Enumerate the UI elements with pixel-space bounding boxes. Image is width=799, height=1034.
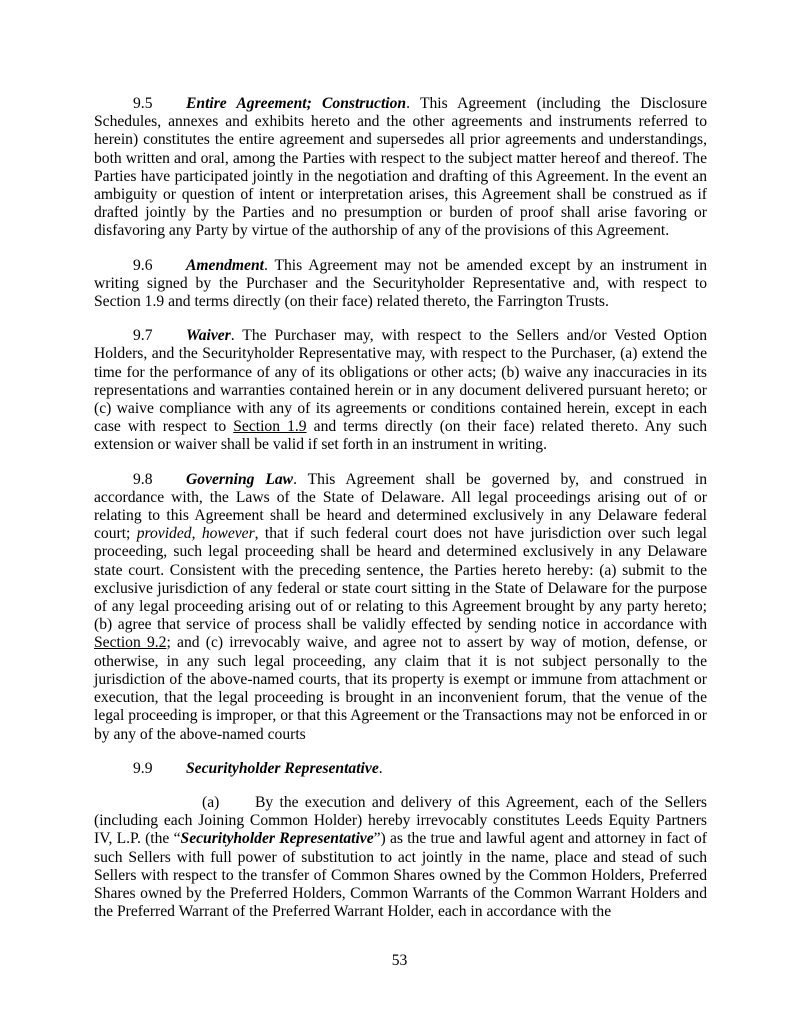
section-text: By the execution and delivery of this Agreement, each of the Sellers (including each Joining Common Holder) hereby irrevocably constitutes Leeds Equity Partners IV, L.P. (the “ <box>94 793 707 848</box>
subsection-number: (a) <box>202 793 220 811</box>
section-number: 9.8 <box>133 470 153 488</box>
section-text: , <box>191 525 202 543</box>
section-text: ; and (c) irrevocably waive, and agree not to assert by way of motion, defense, or otherwise, in any such legal proceeding, any claim that it is not subject personally to the jurisdiction of the above-named courts, that its property is exempt or immune from attachment or execution, that the legal proceeding is brought in an inconvenient forum, that the venue of the legal proceeding is improper, or that this Agreement or the Transactions may not be enforced in or by any of the above-named courts <box>94 634 707 743</box>
section-9-9-a <box>94 794 707 921</box>
section-heading: Waiver <box>186 327 231 345</box>
section-heading: Entire Agreement; Construction <box>186 95 407 112</box>
section-heading: Governing Law <box>186 470 294 488</box>
section-number: 9.9 <box>133 759 153 777</box>
section-9-7 <box>94 327 707 454</box>
section-text: . This Agreement shall be governed by, and construed in accordance with, the Laws of the State of Delaware. All legal proceedings arising out of or relating to this Agreement shall be heard and determined exclusively in any Delaware federal court; <box>94 470 707 543</box>
section-text: . This Agreement may not be amended except by an instrument in writing signed by the Purchaser and the Securityholder Representative and, with respect to Section 1.9 and terms directly (on their face) related thereto, the Farrington Trusts. <box>94 256 707 311</box>
section-reference-link[interactable]: Section 9.2 <box>94 634 167 652</box>
section-number: 9.5 <box>133 95 153 112</box>
section-number: 9.6 <box>133 256 153 274</box>
section-text: and terms directly (on their face) related thereto. Any such extension or waiver shall be valid if set forth in an instrument in writing. <box>94 418 707 454</box>
section-text: . This Agreement (including the Disclosure Schedules, annexes and exhibits hereto and the other agreements and instruments referred to herein) constitutes the entire agreement and supersedes all prior agreements and understandings, both written and oral, among the Parties with respect to the subject matter hereof and thereof. The Parties have participated jointly in the negotiation and drafting of this Agreement. In the event an ambiguity or question of intent or interpretation arises, this Agreement shall be construed as if drafted jointly by the Parties and no presumption or burden of proof shall arise favoring or disfavoring any Party by virtue of the authorship of any of the provisions of this Agreement. <box>94 95 708 240</box>
defined-term: Securityholder Representative <box>180 830 374 848</box>
section-text: . <box>378 759 383 777</box>
italic-term: provided <box>136 525 192 543</box>
section-heading: Securityholder Representative <box>186 759 379 777</box>
section-reference-link[interactable]: Section 1.9 <box>233 418 307 436</box>
page-number: 53 <box>391 952 408 969</box>
section-text: . The Purchaser may, with respect to the Sellers and/or Vested Option Holders, and the Securityholder Representative may, with respect to the Purchaser, (a) extend the time for the performance of any of its obligations or other acts; (b) waive any inaccuracies in its representations and warranties contained herein or in any document delivered pursuant hereto; or (c) waive compliance with any of its agreements or conditions contained herein, except in each case with respect to <box>94 327 707 436</box>
italic-term: however <box>201 525 255 543</box>
section-heading: Amendment <box>186 256 264 274</box>
section-9-5 <box>94 95 707 241</box>
section-number: 9.7 <box>133 327 153 345</box>
section-9-8 <box>94 471 707 744</box>
section-9-6 <box>94 257 707 312</box>
section-text: , that if such federal court does not have jurisdiction over such legal proceeding, such legal proceeding shall be heard and determined exclusively in any Delaware state court. Consistent with the preceding sentence, the Parties hereto hereby: (a) submit to the exclusive jurisdiction of any federal or state court sitting in the State of Delaware for the purpose of any legal proceeding arising out of or relating to this Agreement brought by any party hereto; (b) agree that service of process shall be validly effected by sending notice in accordance with <box>94 525 707 634</box>
section-9-9 <box>94 760 707 778</box>
section-text: ”) as the true and lawful agent and attorney in fact of such Sellers with full power of substitution to act jointly in the name, place and stead of such Sellers with respect to the transfer of Common Shares owned by the Common Holders, Preferred Shares owned by the Preferred Holders, Common Warrants of the Common Warrant Holders and the Preferred Warrant of the Preferred Warrant Holder, each in accordance with the <box>94 830 707 921</box>
